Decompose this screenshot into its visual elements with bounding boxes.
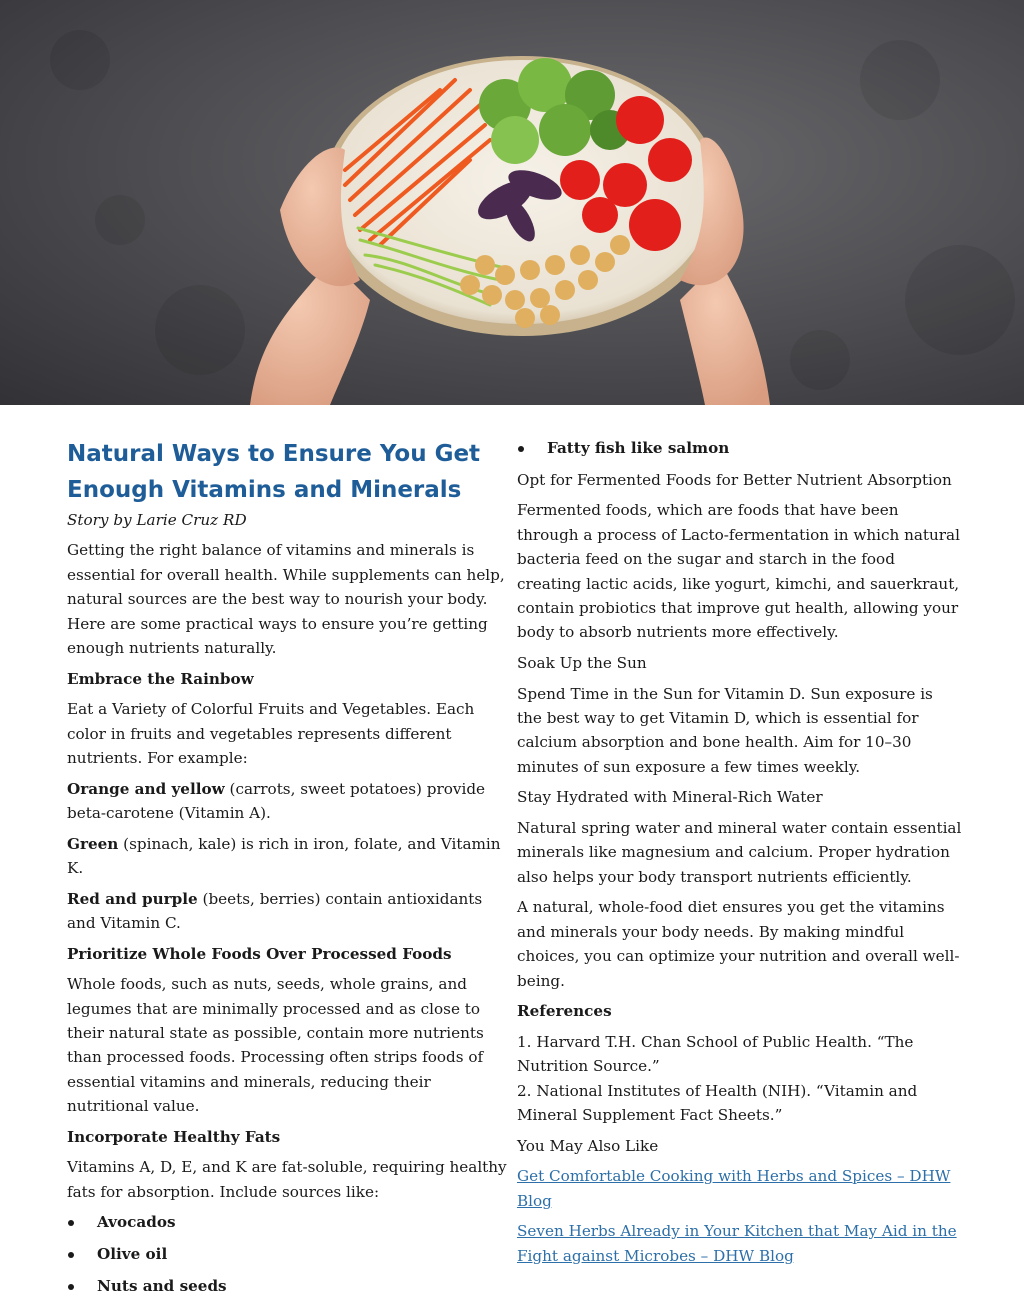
hero-image bbox=[0, 0, 1024, 405]
color-item bbox=[67, 887, 507, 936]
article-title: Natural Ways to Ensure You Get Enough Vitamins and Minerals bbox=[67, 441, 481, 503]
color-text: (spinach, kale) is rich in iron, folate, and Vitamin K. bbox=[67, 834, 501, 878]
reference-item: 1. Harvard T.H. Chan School of Public Health. “The Nutrition Source.” bbox=[517, 1032, 914, 1076]
color-text: (carrots, sweet potatoes) provide beta-carotene (Vitamin A). bbox=[67, 779, 486, 823]
section-heading: Prioritize Whole Foods Over Processed Foods bbox=[67, 944, 452, 963]
section-heading: Soak Up the Sun bbox=[517, 654, 647, 673]
related-link[interactable]: Get Comfortable Cooking with Herbs and Spices – DHW Blog bbox=[517, 1167, 951, 1210]
closing-paragraph: A natural, whole-food diet ensures you get the vitamins and minerals your body needs. By making mindful choices, you can optimize your nutrition and overall well-being. bbox=[517, 898, 960, 990]
paragraph: Vitamins A, D, E, and K are fat-soluble, requiring healthy fats for absorption. Include sources like: bbox=[67, 1158, 507, 1201]
fats-list-continued bbox=[517, 436, 962, 460]
related-link[interactable]: Seven Herbs Already in Your Kitchen that May Aid in the Fight against Microbes – DHW Blog bbox=[517, 1222, 957, 1265]
list-item: Avocados bbox=[67, 1210, 507, 1234]
list-item: Olive oil bbox=[67, 1242, 507, 1266]
paragraph: Spend Time in the Sun for Vitamin D. Sun exposure is the best way to get Vitamin D, which is essential for calcium absorption and bone health. Aim for 10–30 minutes of sun exposure a few times weekly. bbox=[517, 684, 933, 776]
section-heading: Stay Hydrated with Mineral-Rich Water bbox=[517, 788, 823, 807]
section-heading: Embrace the Rainbow bbox=[67, 669, 254, 688]
section-heading: Opt for Fermented Foods for Better Nutrient Absorption bbox=[517, 470, 952, 489]
vegetable-bowl-illustration bbox=[0, 0, 1024, 405]
byline: Story by Larie Cruz RD bbox=[67, 511, 247, 529]
paragraph: Natural spring water and mineral water contain essential minerals like magnesium and calcium. Proper hydration also helps your body transport nutrients efficiently. bbox=[517, 819, 962, 886]
color-text: (beets, berries) contain antioxidants and Vitamin C. bbox=[67, 889, 483, 933]
paragraph: Fermented foods, which are foods that have been through a process of Lacto-fermentation in which natural bacteria feed on the sugar and starch in the food creating lactic acids, like yogurt, kimchi, and sauerkraut, contain probiotics that improve gut health, allowing your body to absorb nutrients more effectively. bbox=[517, 501, 960, 642]
right-column bbox=[517, 436, 962, 1274]
list-item: Fatty fish like salmon bbox=[517, 436, 962, 460]
color-label: Red and purple bbox=[67, 889, 198, 908]
intro-paragraph: Getting the right balance of vitamins and minerals is essential for overall health. While supplements can help, natural sources are the best way to nourish your body. Here are some practical ways to ensure you’re getting enough nutrients naturally. bbox=[67, 541, 505, 658]
color-item bbox=[67, 777, 507, 826]
list-item: Nuts and seeds bbox=[67, 1274, 507, 1298]
left-column bbox=[67, 436, 507, 1306]
also-like-heading: You May Also Like bbox=[517, 1136, 659, 1155]
reference-item: 2. National Institutes of Health (NIH). “Vitamin and Mineral Supplement Fact Sheets.” bbox=[517, 1081, 918, 1125]
paragraph: Eat a Variety of Colorful Fruits and Vegetables. Each color in fruits and vegetables represents different nutrients. For example: bbox=[67, 700, 475, 768]
color-label: Green bbox=[67, 834, 119, 853]
fats-list bbox=[67, 1210, 507, 1298]
color-item bbox=[67, 832, 507, 881]
paragraph: Whole foods, such as nuts, seeds, whole grains, and legumes that are minimally processed and as close to their natural state as possible, contain more nutrients than processed foods. Processing often strips foods of essential vitamins and minerals, reducing their nutritional value. bbox=[67, 975, 484, 1116]
section-heading: Incorporate Healthy Fats bbox=[67, 1127, 281, 1146]
references-heading: References bbox=[517, 1002, 612, 1021]
color-label: Orange and yellow bbox=[67, 779, 225, 798]
